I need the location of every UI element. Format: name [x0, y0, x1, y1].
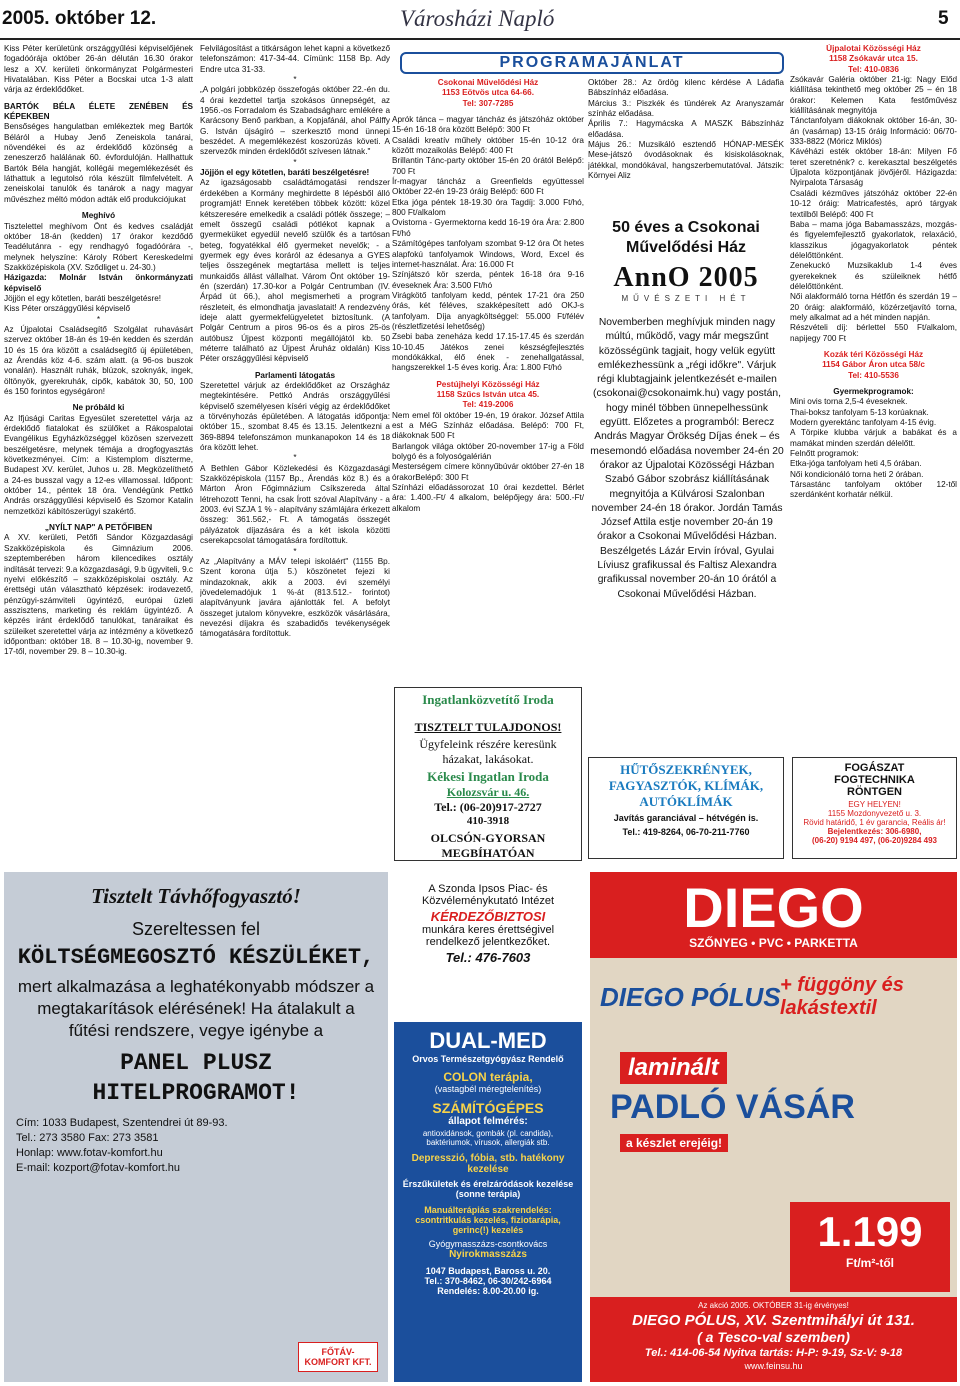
dualmed-list1: antioxidánsok, gombák (pl. candida), baktériumok, vírusok, allergiák stb. — [422, 1129, 554, 1147]
anniversary-text: Novemberben meghívjuk minden nagy múltú, működő, vagy már megszűnt közösségünk tagjait, hogy velük együtt emlékezhessünk a „régi időkre". Várjuk régi klubtagjaink jelentkezését e-mailen (csokonai@csokonaimk.hu) vagy postán, hogy minél többen ünnepelhessünk együtt. Előzetes a programból: Berecz András Magyar Örökség Díjas ének – és mesemondó előadása november 24-én 20 órakor az Újpalotai Közösségi Házban Szabó Gábor szobrász kiállításának megnyitója a Külvárosi Szalonban november 24-én 18 órakor. Jordán Tamás József Attila estje november 20-án 19 órakor a Csokonai Művelődési Házban. Beszélgetés Lázár Ervin íróval, Gyulai Líviusz grafikussal és Faltisz Alexandra grafikussal november 20-án 10 órától a Csokonai Művelődési Házban. — [590, 317, 784, 600]
separator-star: * — [293, 157, 297, 167]
bartok-title: BARTÓK BÉLA ÉLETE ZENÉBEN ÉS KÉPEKBEN — [4, 101, 193, 122]
csokonai-theatre-programs: Október 28.: Az ördög kilenc kérdése A Ládafia Bábszínház előadása. Március 3.: Piszkék és tündérek Az Aranyszamár színház előadása. Április 7.: Hagymácska A MASZK Bábszínház előadása. Május 26.: Muzsikáló esztendő HÓNAP-MESÉK Mese-játszó óvodásoknak és kisiskolásoknak, játékkal, mondókával, hangszerbemutatóval. Játszik: Környei Aliz — [588, 78, 784, 181]
ingatlan-ad — [394, 687, 582, 861]
dualmed-phone: Tel.: 370-8462, 06-30/242-6964 — [424, 1276, 552, 1286]
anno-logo — [600, 262, 772, 310]
diego-price: 1.199 — [817, 1208, 923, 1255]
ingatlan-text: Ügyfeleink részére keresünk házakat, lakásokat. — [419, 737, 557, 766]
ujpalota-programs: Zsókavár Galéria október 21-ig: Nagy Előd kiállítása tekinthető meg október 25 – én 18 órakor: Kelemen Kata festőművész kiállításának megnyitója Tánctanfolyam diákoknak október 16-án, 30-án (vasárnap) 13-15 óráig Információ: 06/70-333-8822 (Móricz Miklós) Kávéházi esték október 18-án: Milyen Fő teret szeretnénk? c. kerekasztal beszélgetés Újpalota központjának jövőjéről. Házigazda: Nyirpalota Társaság Családi kézműves játszóház október 22-én 10-12 óráig: Matricafestés, apró tárgyak textilből Belépő: 400 Ft Baba – mama jóga Babamasszázs, mozgás- és figyelemfejlesztő gyakorlatok, relaxáció, klasszikus jógagyakorlatok péntek délelőttönként. Zenekuckó Muzsikaklub 1-4 éves gyerekeknek és szüleiknek hétfő délelőttönként. Női alakformáló torna Hétfőn és szerdán 19 – 20 óráig: alakformáló, közérzetjavító torna, mely alkalmat ad a hét minden napján. Részvételi díj: bérlettel 550 Ft/alkalom, napijegy 700 Ft — [790, 75, 957, 343]
parlament-title: Parlamenti látogatás — [254, 370, 336, 380]
ne-probald-title: Ne próbáld ki — [72, 403, 125, 413]
ingatlan-phone2: 410-3918 — [466, 815, 510, 827]
separator-star: * — [293, 453, 297, 463]
dualmed-manualis: Manuálterápiás szakrendelés: csontritkulás kezelés, fiziotarápia, gerinc(!) kezelés — [415, 1205, 561, 1235]
diego-polus: DIEGO PÓLUS — [600, 982, 781, 1012]
meghivo-signature: Kiss Péter országgyűlési képviselő — [4, 304, 131, 314]
huto-ad — [588, 757, 784, 859]
tavho-body: Szereltessen fel — [131, 919, 261, 939]
header-rule — [0, 38, 960, 40]
diego-header — [590, 872, 957, 958]
bethlen-text: A Bethlen Gábor Közlekedési és Közgazdasági Szakközépiskola (1157 Bp., Árendás köz 8.) és a Márton Áron Főgimnázium Csíkszereda által létrehozott Tenni, ha csak Írott szóval Alapítvány - a 2003. évi SZJA 1 % - alapítvány számlájára érkezett összeg: 361.562,- Ft. A támogatás összegét pályázatok díjazására és a két iskola közötti cserekapcsolat támogatására fordítottuk. — [200, 463, 390, 546]
fogaszat-title3: RÖNTGEN — [847, 786, 902, 798]
huto-phone: Tel.: 419-8264, 06-70-211-7760 — [622, 827, 750, 837]
ingatlan-phone: Tel.: (06-20)917-2727 — [434, 800, 542, 814]
fogaszat-phone: (06-20) 9194 497, (06-20)9284 493 — [812, 836, 937, 845]
kozak-programs: Mini ovis torna 2,5-4 éveseknek. Thai-boksz tanfolyam 5-13 korúaknak. Modern gyerektánc tanfolyam 4-15 évig. A Törpike klubba várjuk a babákat és a mamákat minden szerdán délelőtt. Felnőtt programok: Etka-jóga tanfolyam heti 4,5 órában. Női kondicionáló torna heti 2 órában. Társastánc tanfolyam október 12-től szerdánként korhatár nélkül. — [790, 397, 957, 500]
kozak-phone: Tel: 410-5536 — [848, 370, 899, 380]
diego-padlo: PADLÓ VÁSÁR — [610, 1088, 855, 1126]
anno-logo-sub: MŰVÉSZETI HÉT — [621, 294, 751, 303]
huto-title: HŰTŐSZEKRÉNYEK, FAGYASZTÓK, KLÍMÁK, AUTÓKLÍMÁK — [608, 762, 764, 809]
ipsos-phone: Tel.: 476-7603 — [445, 950, 531, 965]
parlament-text: Szeretettel várjuk az érdeklődőket az Országház megtekintésére. Pettkó András országgyűlési képviselő személyesen kíséri végig az érdeklődőket a törvényhozás épületében. A látogatás időpontja: október 15., szombat 8.45 és 13.15. Jelentkezni a 369-8894 telefonszámon munkanapokon 14 és 18 óra között lehet. — [200, 381, 390, 453]
nyilt-nap-title: „NYÍLT NAP" A PETŐFIBEN — [44, 523, 153, 533]
ne-probald-text: Az Ifjúsági Caritas Egyesület szeretettel várja az érdeklődő fiatalokat és szülőket a Rákospalotai Evangélikus Egyházközséggel közösen szervezett beszélgetésre, melynek témája a drogfogyasztás következményei. Cím: a Kistemplom díszterme, Budapest XV. kerület, Juhos u. 28. Megközelíthető a 24-es busszal vagy a 12-es villamossal. Időpont: október 14., péntek 18 óra. Vendégünk Pettkó András országgyűlési képviselő és Szomor Katalin nemzetközi kábítószerügyi szakértő. — [4, 413, 193, 516]
diego-web: www.feinsu.hu — [744, 1361, 803, 1371]
meghivo-text: Tisztelettel meghívom Önt és kedves családját október 18-án (kedden) 17 órakor kezdődő Teadélutánra - egy rendhagyó fogadóórára -, melynek helyszíne: Károly Róbert Kereskedelmi Szakközépiskola (XV. Sződliget u. 24-30.) — [4, 221, 193, 272]
fogaszat-phone-label: Bejelentkezés: 306-6980, — [827, 827, 922, 836]
ujpalota-phone: Tel: 410-0836 — [848, 64, 899, 74]
dualmed-szamit: SZÁMÍTÓGÉPES — [432, 1100, 544, 1116]
ipsos-text2: munkára keres érettségivel rendelkező jelentkezőket. — [421, 924, 555, 948]
nyilt-nap-text: A XV. kerületi, Petőfi Sándor Közgazdasági Szakközépiskola és Gimnázium 2006. szeptemberében három kilencedikes osztály indítását tervezi: 9.a közgazdasági, 9.b ügyviteli, 9.c nyelvi előkészítő – szakközépiskolai osztály. Az érettségi után választható képzések: irodavezető, pénzügyi-számviteli ügyintéző, európai üzleti asszisztens, marketing és reklám ügyintéző. A képzés iránt érdeklődő tanulókat, tanáraikat és szüleiket szeretettel várja az intézmény a következő időpontban: október 18. 8 – 10.30-ig, november 9. 17-től, november 29. 8 – 10.30-ig. — [4, 533, 193, 657]
meghivo-title: Meghívó — [81, 211, 116, 221]
tavho-contact: Cím: 1033 Budapest, Szentendrei út 89-93. Tel.: 273 3580 Fax: 273 3581 Honlap: www.fotav-komfort.hu E-mail: kozport@fotav-komfort.hu — [16, 1117, 228, 1174]
meghivo-invite: Jöjjön el egy kötetlen, baráti beszélgetésre! — [4, 293, 162, 303]
diego-price-unit: Ft/m²-től — [846, 1256, 894, 1270]
panel-plusz: PANEL PLUSZ HITELPROGRAMOT! — [92, 1050, 300, 1106]
diego-polus2: DIEGO PÓLUS, XV. Szentmihályi út 131. — [632, 1312, 915, 1329]
separator-star: * — [96, 314, 101, 324]
dualmed-erszukulet: Érszűkületek és érelzáródások kezelése (sonne terápia) — [402, 1179, 574, 1199]
ujpalota-name: Újpalotai Közösségi Ház — [826, 44, 921, 53]
diego-ad — [590, 872, 957, 1382]
fogaszat-sub: EGY HELYEN! — [848, 800, 901, 809]
jojjon-el: Jöjjön el egy kötetlen, baráti beszélgetésre! — [200, 168, 370, 178]
pestujhelyi-name: Pestújhelyi Közösségi Ház — [436, 379, 540, 389]
pestujhelyi-phone: Tel: 419-2006 — [462, 400, 514, 410]
ipsos-ad — [394, 875, 582, 1020]
diego-fuggony: + függöny és lakástextil — [780, 974, 904, 1019]
pestujhelyi-address: 1158 Szűcs István utca 45. — [436, 389, 540, 399]
ingatlan-name: Kékesi Ingatlan Iroda — [427, 769, 549, 784]
ingatlan-title: Ingatlanközvetítő Iroda — [422, 692, 554, 707]
info-top: Felvilágosítást a titkárságon lehet kapni a következő telefonszámon: 417-34-44. Címünk: 1158 Bp. Ady Endre utca 31-33. — [200, 44, 390, 74]
newspaper-title: Városházi Napló — [400, 6, 555, 31]
csokonai-name: Csokonai Művelődési Ház — [437, 78, 539, 87]
bartok-text: Bensőséges hangulatban emlékeztek meg Bartók Béláról a Hubay Jenő Zeneiskola tanárai, növendékei és az érdeklődő közönség a zeneszerző halálának 60. évfordulóján. Hallhattuk Bartók Béla hangját, kollégái megemlékezését és láthattuk a legutolsó róla készült filmfelvételt. A zeneiskolai tanulók és tanárok a nagy magyar művészhez méltó módon adták elő produkciójukat — [4, 122, 193, 204]
fogaszat-title1: FOGÁSZAT — [844, 762, 905, 774]
dualmed-colon2: (vastagbél méregtelenítés) — [434, 1084, 542, 1094]
fogaszat-title2: FOGTECHNIKA — [834, 774, 915, 786]
dualmed-allapot: állapot felmérés: — [448, 1116, 528, 1127]
programajanlat-title: PROGRAMAJÁNLAT — [400, 52, 784, 74]
diego-price-box — [790, 1202, 950, 1292]
csaladtamogatas-text: Az igazságosabb családtámogatási rendszer érdekében a Kormány meghirdette 8 lépésből álló programját! Ennek keretében többek között: közel kétszeresére emelkedik a családi pótlék összege; – emelt összegű családi pótlékot kapnak a gyermeküket egyedül nevelő szülők és a tartósan beteg, fogyatékkal élő gyermeket nevelők; - a gyermek egy éves koráról az édesanya a GYES teljes összegének megtartása mellett is teljes munkaidős állást vállalhat. Várom Önt október 19-én (szerdán) 17.30-kor a Polgár Centrumban (IV. Árpád út 66.), ahol megismerheti a program részleteit, és elmondhatja javaslatait! A rendezvény ideje alatt gyermekfelügyeletet biztosítunk. (A Polgár Centrum a piros 96-os és a piros 25-ös autóbusz Újpest központi megállójától kb. 50 méterre található az Újpest Áruház oldalán) Kiss Péter országgyűlési képviselő — [200, 178, 390, 364]
fogaszat-ad — [792, 757, 957, 859]
anno-logo-text: AnnO 2005 — [613, 262, 759, 293]
diego-footer — [590, 1297, 957, 1382]
csokonai-address: 1153 Eötvös utca 64-66. — [442, 88, 534, 98]
tavho-ad — [4, 872, 388, 1382]
ipsos-title: KÉRDEZŐBIZTOSI — [430, 909, 546, 924]
tavho-title: Tisztelt Távhőfogyasztó! — [91, 884, 301, 908]
fogaszat-info: Rövid határidő, 1 év garancia, Reális ár! — [803, 818, 946, 827]
diego-sub: SZŐNYEG • PVC • PARKETTA — [689, 936, 858, 950]
pestujhelyi-programs: Nem emel föl október 19-én, 19 órakor. József Attila est a MéG Színház előadása. Belépő: 700 Ft, diákoknak 500 Ft Barlangok világa október 20-november 17-ig a Föld bolygó és a folyosógalérián Mesterségem címere könnyűbúvár október 27-én 18 órakorBelépő: 300 Ft Színházi előadássorozat 10 órai kezdettel. Bérlet ára: 1.400.-Ft/ 4 alkalom, belépőjegy ára: 500.-Ft/ alkalom — [392, 410, 584, 513]
diego-phone: Tel.: 414-06-54 Nyitva tartás: H-P: 9-19, Sz-V: 9-18 — [644, 1347, 903, 1359]
dualmed-title: DUAL-MED — [429, 1028, 547, 1053]
page-number: 5 — [938, 8, 949, 29]
kiss-peter-intro: Kiss Péter kerületünk országgyűlési képviselőjének fogadóórája október 26-án délután 16.30 órakor lesz a XV. kerületi önkormányzat Polgármesteri Hivatalában. Kiss Péter a Bocskai utca 1-3 alatt várja az érdeklődőket. — [4, 44, 193, 95]
diego-kesz: a készlet erejéig! — [620, 1134, 728, 1152]
gyermek-title: Gyermekprogramok: — [833, 387, 914, 396]
ingatlan-subtitle: TISZTELT TULAJDONOS! — [414, 720, 562, 734]
fogaszat-address: 1155 Mozdonyvezető u. 3. — [827, 809, 922, 818]
csokonai-programs: Aprók tánca – magyar táncház és játszóház október 15-én 16-18 óra között Belépő: 300 Ft Családi kreatív műhely október 15-én 10-12 óra között mozaikolás Belépő: 400 Ft Brillantin Tánc-party október 15-én 20 órától Belépő: 700 Ft Ír-magyar táncház a Greenfields együttessel Október 22-én 19-23 óráig Belépő: 600 Ft Etka jóga péntek 18-19.30 óra Tagdíj: 3.000 Ft/hó, 800 Ft/alkalom Ovistorna - Gyermektorna kedd 16-19 óra Ára: 2.800 Ft/hó Számítógépes tanfolyam szombat 9-12 óra Öt hetes alapfokú tanfolyamok Windows, Word, Excel és internet-használat. Ára: 16.000 Ft Színjátszó kör szerda, péntek 16-18 óra 9-16 éveseknek Ára: 3.500 Ft/hó Virágkötő tanfolyam kedd, péntek 17-21 óra 250 órás, két féléves, szakképesített adó OKJ-s tanfolyam. Díja anyagköltséggel: 55.000 Ft/félév (részletfizetési lehetőség) Zsebi baba zeneháza kedd 17.15-17.45 és szerdán 10-10.45 Játékos zenei készségfejlesztés mondókákkal, élő ének - zenehallgatással, hangszerekkel 1-5 éves korig. Ára: 1.800 Ft/hó — [392, 115, 584, 373]
kozak-address: 1154 Gábor Áron utca 58/c — [822, 360, 925, 370]
issue-date: 2005. október 12. — [2, 8, 157, 29]
ruhavasar-text: Az Újpalotai Családsegítő Szolgálat ruhavásárt szervez október 18-án és 19-én kedden és szerdán 10 és 15 óra között a családsegítő új épületében, az Árendás köz 4-6. szám alatt. (a 96-os buszok vonalán). Használt ruhák, blúzok, szoknyák, ingek, öltönyök, gyerekruhák, cipők, kabátok 30, 50, 100 és 150 forintos egységáron! — [4, 324, 193, 396]
dualmed-colon: COLON terápia, — [443, 1070, 533, 1084]
column-1 — [4, 44, 193, 894]
diego-tesco: ( a Tesco-val szemben) — [697, 1329, 850, 1345]
diego-laminalt: laminált — [620, 1052, 727, 1084]
anniversary-title: 50 éves a Csokonai Művelődési Ház — [612, 219, 760, 256]
separator-star: * — [293, 546, 297, 556]
diego-logo: DIEGO — [683, 876, 864, 939]
tavho-text: mert alkalmazása a leghatékonyabb módszer a megtakarítások elérésének! Ha átalakult a fűtési rendszere, vegye igénybe a — [17, 977, 375, 1040]
column-4 — [588, 78, 784, 208]
huto-subtitle: Javítás garanciával – hétvégén is. — [613, 813, 759, 823]
ingatlan-address: Kolozsvár u. 46. — [446, 785, 530, 799]
dualmed-subtitle: Orvos Természetgyógyász Rendelő — [412, 1054, 564, 1064]
polgari-text: „A polgári jobbközép összefogás október 22.-én du. 4 órai kezdettel tartja szokásos ünnepségét, az 1956.-os Forradalom és Szabadságharc emlékére a Karácsony Benő parkban, a Kopjafánál, ahol Pálffy G. István újságíró – szerkesztő mond ünnepi beszédet. A megemlékezést koszorúzás követi. A szervezők minden érdeklődőt szívesen látnak." — [200, 85, 390, 157]
separator-star: * — [293, 75, 297, 85]
ipsos-text: A Szonda Ipsos Piac- és Közvéleménykutató Intézet — [421, 883, 555, 907]
dualmed-nyirok: Nyirokmasszázs — [449, 1249, 527, 1260]
column-3 — [392, 78, 584, 688]
ingatlan-slogan: OLCSÓN-GYORSAN MEGBÍHATÓAN — [430, 831, 546, 860]
alapitvany-text: Az „Alapítvány a MÁV telepi iskoláért" (1155 Bp. Szent korona útja 5.) köszönetet fejezi ki mindazoknak, akik a 2003. évi személyi jövedelemadójuk 1 %-át (813.512.- forintot) alapítványunk javára ajánlották fel. A befolyt összeget jutalom könyvekre, eszközök vásárlására, nevezési díjakra és szabadidős tevékenységek támogatására fordítottuk. — [200, 556, 390, 639]
dualmed-address: 1047 Budapest, Baross u. 20. — [425, 1266, 551, 1276]
dualmed-ad — [394, 1022, 582, 1382]
ujpalota-address: 1158 Zsókavár utca 15. — [829, 54, 918, 64]
column-5 — [790, 44, 957, 654]
column-2 — [200, 44, 390, 894]
dualmed-hours: Rendelés: 8.00-20.00 ig. — [437, 1286, 539, 1296]
hazigazda: Házigazda: Molnár István önkormányzati képviselő — [4, 273, 193, 293]
csokonai-phone: Tel: 307-7285 — [462, 98, 514, 108]
fotav-logo: FŐTÁV-KOMFORT KFT. — [298, 1342, 378, 1372]
tavho-ksz: KÖLTSÉGMEGOSZTÓ KÉSZÜLÉKET, — [17, 945, 375, 970]
diego-akcio: Az akció 2005. OKTÓBER 31-ig érvényes! — [698, 1301, 849, 1310]
kozak-name: Kozák téri Közösségi Ház — [823, 349, 924, 359]
dualmed-gyogy: Gyógymasszázs-csontkovács — [428, 1239, 548, 1249]
dualmed-depresszio: Depresszió, fóbia, stb. hatékony kezelése — [411, 1153, 565, 1175]
